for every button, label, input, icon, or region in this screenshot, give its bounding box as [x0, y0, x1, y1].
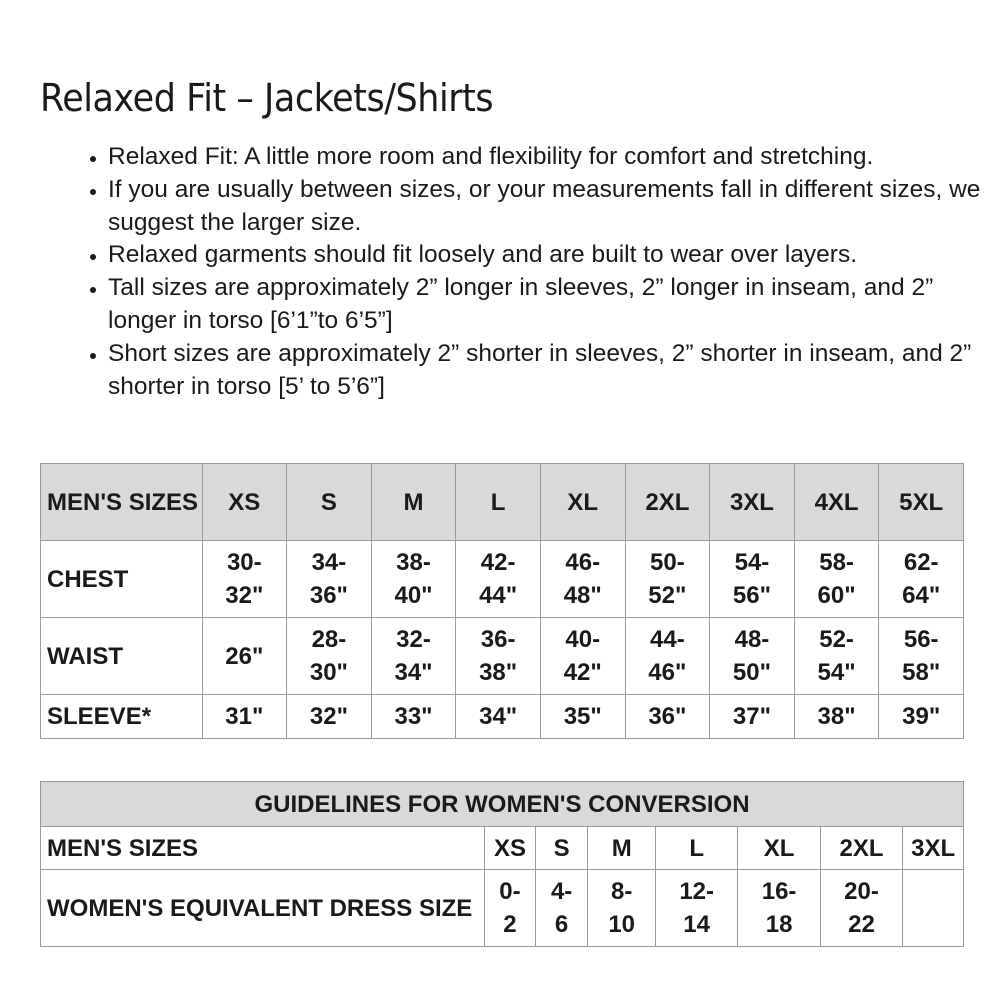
size-header: 4XL: [794, 464, 879, 541]
cell-value: 38": [817, 703, 856, 730]
cell-value: 36": [648, 703, 687, 730]
table-cell: [820, 870, 902, 947]
fit-note: • Short sizes are approximately 2” shorter in sleeves, 2” shorter in inseam, and 2” shorter in torso [5’ to 5’6”]: [108, 338, 988, 404]
cell-value: 50-52": [648, 549, 687, 609]
table-cell: [287, 541, 372, 618]
header-label: MEN'S SIZES: [41, 464, 203, 541]
size-header: 5XL: [879, 464, 964, 541]
size-header: L: [456, 464, 541, 541]
table-cell: S: [535, 827, 588, 870]
table-cell: [371, 541, 456, 618]
mens-sizes-row: [41, 827, 964, 870]
womens-conversion-table: [40, 781, 964, 947]
table-cell: [456, 541, 541, 618]
size-header: M: [371, 464, 456, 541]
row-label: SLEEVE*: [41, 695, 203, 739]
cell-value: 12-14: [679, 878, 714, 938]
cell-value: 38-40": [394, 549, 433, 609]
fit-note: • Tall sizes are approximately 2” longer in sleeves, 2” longer in inseam, and 2” longer in torso [6’1”to 6’5”]: [108, 272, 988, 338]
cell-value: 48-50": [732, 626, 771, 686]
table-cell: [879, 541, 964, 618]
table-cell: [202, 541, 287, 618]
table-cell: [794, 618, 879, 695]
row-label: MEN'S SIZES: [41, 827, 485, 870]
cell-value: 62-64": [902, 549, 941, 609]
cell-value: 32": [309, 703, 348, 730]
table-cell: [371, 695, 456, 739]
cell-value: 44-46": [648, 626, 687, 686]
table-cell: [456, 695, 541, 739]
table-cell: [710, 618, 795, 695]
table-cell: [535, 870, 588, 947]
table-cell: [738, 870, 820, 947]
table-row: [41, 618, 964, 695]
table-cell: [540, 618, 625, 695]
table-cell: 3XL: [903, 827, 964, 870]
fit-note: • Relaxed Fit: A little more room and flexibility for comfort and stretching.: [108, 141, 988, 174]
cell-value: 37": [732, 703, 771, 730]
cell-value: 54-56": [732, 549, 771, 609]
table-cell: [879, 695, 964, 739]
table-cell: M: [588, 827, 656, 870]
size-header: S: [287, 464, 372, 541]
cell-value: 32-34": [394, 626, 433, 686]
cell-value: 40-42": [563, 626, 602, 686]
conversion-caption: GUIDELINES FOR WOMEN'S CONVERSION: [41, 782, 964, 827]
row-label: CHEST: [41, 541, 203, 618]
cell-value: 46-48": [563, 549, 602, 609]
size-header: 2XL: [625, 464, 710, 541]
table-row: [41, 541, 964, 618]
table-cell: [655, 870, 737, 947]
cell-value: 0-2: [499, 878, 521, 938]
size-header: XS: [202, 464, 287, 541]
table-cell: [625, 695, 710, 739]
cell-value: 52-54": [817, 626, 856, 686]
table-cell: [456, 618, 541, 695]
cell-value: 36-38": [479, 626, 518, 686]
size-header: XL: [540, 464, 625, 541]
cell-value: 42-44": [479, 549, 518, 609]
cell-value: 20-22: [844, 878, 879, 938]
row-label: WOMEN'S EQUIVALENT DRESS SIZE: [41, 870, 485, 947]
table-cell: [485, 870, 536, 947]
table-cell: XS: [485, 827, 536, 870]
table-cell: [879, 618, 964, 695]
table-cell: [710, 541, 795, 618]
table-cell: [794, 695, 879, 739]
cell-value: 8-10: [608, 878, 636, 938]
womens-sizes-row: [41, 870, 964, 947]
cell-value: 34-36": [309, 549, 348, 609]
cell-value: 58-60": [817, 549, 856, 609]
table-cell: [202, 618, 287, 695]
size-header: 3XL: [710, 464, 795, 541]
table-cell: [371, 618, 456, 695]
table-cell: [588, 870, 656, 947]
table-cell: [903, 870, 964, 947]
cell-value: 34": [479, 703, 518, 730]
table-cell: [540, 695, 625, 739]
table-cell: 2XL: [820, 827, 902, 870]
size-header-row: [41, 464, 964, 541]
cell-value: 56-58": [902, 626, 941, 686]
cell-value: 4-6: [550, 878, 573, 938]
row-label: WAIST: [41, 618, 203, 695]
page-title: Relaxed Fit – Jackets/Shirts: [40, 76, 494, 120]
table-cell: [287, 695, 372, 739]
cell-value: 35": [563, 703, 602, 730]
conversion-caption-row: [41, 782, 964, 827]
cell-value: 16-18: [761, 878, 797, 938]
cell-value: 31": [225, 703, 264, 730]
table-cell: [202, 695, 287, 739]
fit-notes-list: [82, 141, 988, 403]
cell-value: 39": [902, 703, 941, 730]
cell-value: 33": [394, 703, 433, 730]
cell-value: 26": [225, 642, 264, 670]
table-cell: L: [655, 827, 737, 870]
fit-note: • If you are usually between sizes, or your measurements fall in different sizes, we suggest the larger size.: [108, 174, 988, 240]
table-cell: [794, 541, 879, 618]
table-cell: [710, 695, 795, 739]
table-cell: [625, 618, 710, 695]
fit-note: • Relaxed garments should fit loosely and are built to wear over layers.: [108, 239, 988, 272]
table-cell: XL: [738, 827, 820, 870]
table-cell: [540, 541, 625, 618]
cell-value: 28-30": [309, 626, 348, 686]
cell-value: 30-32": [225, 549, 264, 609]
table-cell: [287, 618, 372, 695]
table-row: [41, 695, 964, 739]
mens-size-table: [40, 463, 964, 739]
table-cell: [625, 541, 710, 618]
